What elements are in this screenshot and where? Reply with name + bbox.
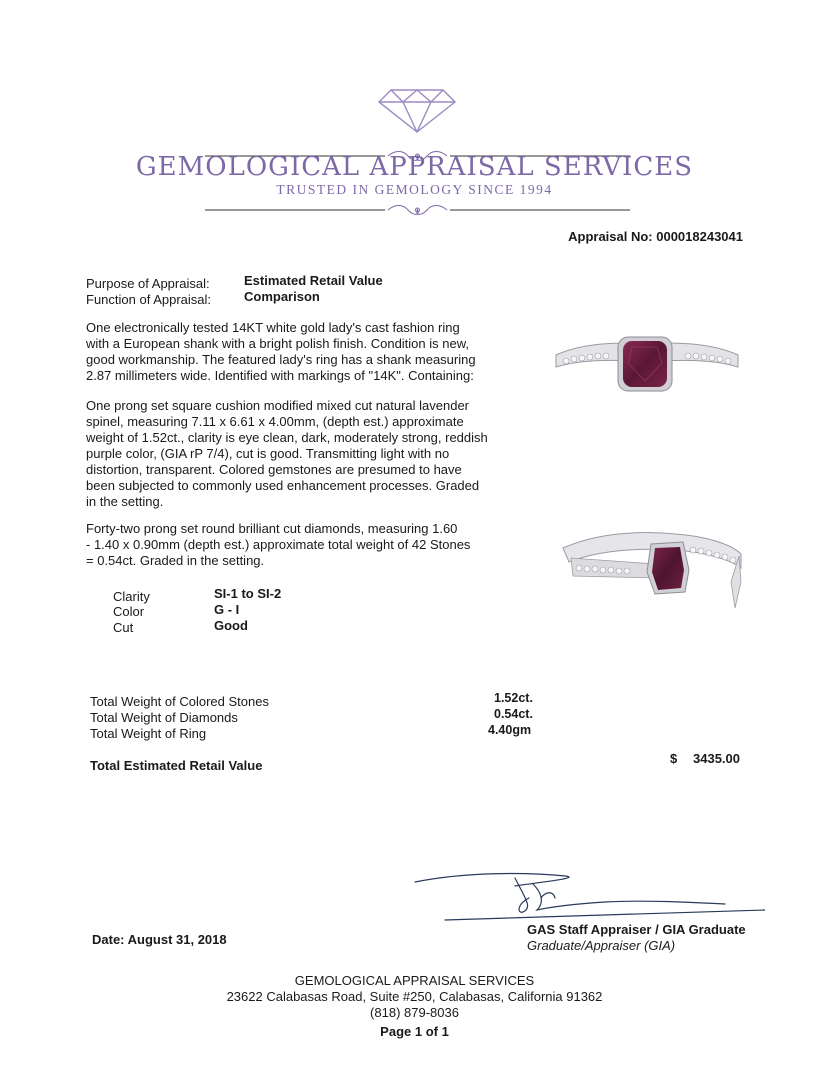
description-line: 2.87 millimeters wide. Identified with markings of "14K". Containing: <box>86 368 474 383</box>
footer-phone: (818) 879-8036 <box>370 1005 459 1020</box>
diamond-logo-icon <box>377 88 457 134</box>
header-rule-bottom <box>205 203 630 217</box>
diamond-description <box>86 521 496 569</box>
function-value: Comparison <box>244 289 320 304</box>
spec-color-value: G - I <box>214 602 240 617</box>
company-name: GEMOLOGICAL APPRAISAL SERVICES <box>135 152 694 182</box>
spec-cut-value: Good <box>214 618 248 633</box>
description-line: One prong set square cushion modified mixed cut natural lavender <box>86 398 469 413</box>
description-line: in the setting. <box>86 494 164 509</box>
purpose-label: Purpose of Appraisal: <box>86 276 210 291</box>
description-line: purple color, (GIA rP 7/4), cut is good. Transmitting light with no <box>86 446 450 461</box>
total-diamonds-label: Total Weight of Diamonds <box>90 710 238 725</box>
page-number: Page 1 of 1 <box>380 1024 449 1039</box>
currency-symbol: $ <box>670 751 678 766</box>
total-colored-stones-value: 1.52ct. <box>494 691 533 705</box>
spinel-description <box>86 398 506 510</box>
ring-photo-top <box>552 315 742 415</box>
appraisal-date: Date: August 31, 2018 <box>92 932 227 947</box>
total-colored-stones-label: Total Weight of Colored Stones <box>90 694 269 709</box>
spec-clarity-value: SI-1 to SI-2 <box>214 586 282 601</box>
total-diamonds-value: 0.54ct. <box>494 707 533 721</box>
total-ring-weight-value: 4.40gm <box>488 723 532 737</box>
footer-company: GEMOLOGICAL APPRAISAL SERVICES <box>294 973 535 988</box>
appraiser-signature <box>405 868 765 928</box>
appraiser-subtitle: Graduate/Appraiser (GIA) <box>527 938 676 953</box>
description-line: = 0.54ct. Graded in the setting. <box>86 553 265 568</box>
ring-photo-angle <box>555 520 745 620</box>
appraiser-title: GAS Staff Appraiser / GIA Graduate <box>527 922 746 937</box>
purpose-value: Estimated Retail Value <box>244 273 383 288</box>
description-line: Forty-two prong set round brilliant cut diamonds, measuring 1.60 <box>86 521 458 536</box>
description-line: One electronically tested 14KT white gold lady's cast fashion ring <box>86 320 460 335</box>
description-line: good workmanship. The featured lady's ring has a shank measuring <box>86 352 476 367</box>
spec-cut-label: Cut <box>113 620 134 635</box>
ring-description <box>86 320 496 384</box>
retail-value-label: Total Estimated Retail Value <box>90 758 263 773</box>
description-line: weight of 1.52ct., clarity is eye clean, dark, moderately strong, reddish <box>86 430 488 445</box>
footer-address: 23622 Calabasas Road, Suite #250, Calabasas, California 91362 <box>226 989 603 1004</box>
function-label: Function of Appraisal: <box>86 292 212 307</box>
spec-color-label: Color <box>113 604 145 619</box>
description-line: with a European shank with a bright polish finish. Condition is new, <box>86 336 469 351</box>
appraisal-number: Appraisal No: 000018243041 <box>568 229 743 244</box>
retail-value-amount: 3435.00 <box>693 751 740 766</box>
description-line: distortion, transparent. Colored gemstones are presumed to have <box>86 462 462 477</box>
description-line: been subjected to commonly used enhancement processes. Graded <box>86 478 480 493</box>
description-line: - 1.40 x 0.90mm (depth est.) approximate total weight of 42 Stones <box>86 537 471 552</box>
company-tagline: TRUSTED IN GEMOLOGY SINCE 1994 <box>276 182 553 197</box>
spec-clarity-label: Clarity <box>113 589 150 604</box>
description-line: spinel, measuring 7.11 x 6.61 x 4.00mm, (depth est.) approximate <box>86 414 464 429</box>
total-ring-weight-label: Total Weight of Ring <box>90 726 207 741</box>
